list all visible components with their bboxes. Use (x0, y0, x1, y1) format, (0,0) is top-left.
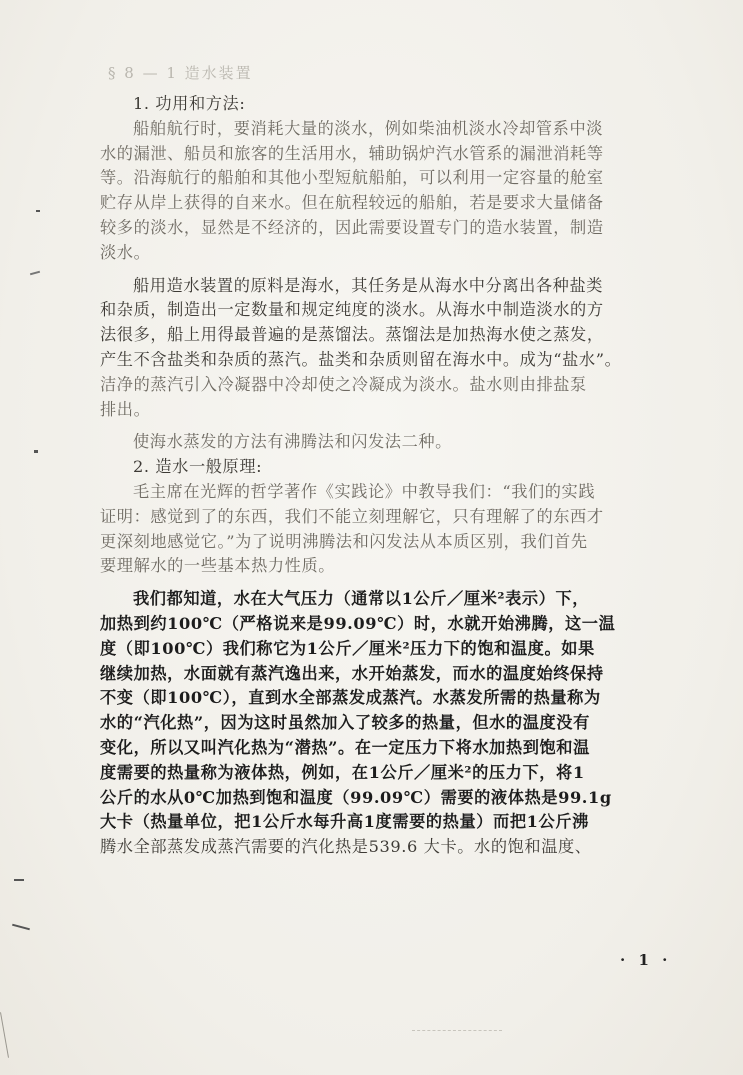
paragraph-line: 和杂质，制造出一定数量和规定纯度的淡水。从海水中制造淡水的方 (100, 300, 604, 320)
margin-tick-mark (14, 879, 24, 881)
margin-tick-mark (34, 450, 38, 453)
margin-tick-mark (36, 210, 40, 212)
paragraph-line: 度需要的热量称为液体热，例如，在1公斤／厘米²的压力下，将1 (100, 762, 585, 782)
scan-edge-line (0, 1012, 9, 1057)
paragraph-line: 淡水。 (100, 242, 151, 262)
paragraph-line: 变化，所以又叫汽化热为“潜热”。在一定压力下将水加热到饱和温 (100, 737, 590, 757)
paragraph-line: 产生不含盐类和杂质的蒸汽。盐类和杂质则留在海水中。成为“盐水”。 (100, 349, 622, 369)
paragraph-line: 证明：感觉到了的东西，我们不能立刻理解它，只有理解了的东西才 (100, 506, 604, 526)
margin-tick-mark (30, 271, 40, 276)
paragraph-line: 大卡（热量单位，把1公斤水每升高1度需要的热量）而把1公斤沸 (100, 812, 589, 832)
section-header-mark: § 8 — 1 造水装置 (108, 64, 253, 82)
paragraph-line: 加热到约100℃（严格说来是99.09℃）时，水就开始沸腾，这一温 (100, 613, 616, 633)
paragraph-line: 公斤的水从0℃加热到饱和温度（99.09℃）需要的液体热是99.1g (100, 787, 612, 807)
paragraph-line: 等。沿海航行的船舶和其他小型短航船舶，可以利用一定容量的舱室 (100, 168, 604, 188)
paragraph-line: 法很多，船上用得最普遍的是蒸馏法。蒸馏法是加热海水使之蒸发， (100, 325, 604, 345)
section-2-heading: 2. 造水一般原理: (133, 457, 263, 477)
page-number: · 1 · (620, 951, 672, 969)
paragraph-line: 我们都知道，水在大气压力（通常以1公斤／厘米²表示）下， (133, 589, 590, 609)
document-body (100, 92, 700, 860)
paragraph-line: 船用造水装置的原料是海水，其任务是从海水中分离出各种盐类 (133, 275, 604, 295)
paragraph-line: 继续加热，水面就有蒸汽逸出来，水开始蒸发，而水的温度始终保持 (100, 663, 604, 683)
paragraph-line: 船舶航行时，要消耗大量的淡水，例如柴油机淡水冷却管系中淡 (133, 118, 604, 138)
section-1-heading: 1. 功用和方法: (133, 94, 246, 113)
paragraph-line: 度（即100℃）我们称它为1公斤／厘米²压力下的饱和温度。如果 (100, 638, 595, 658)
margin-tick-mark (12, 924, 30, 931)
paragraph-line: 贮存从岸上获得的自来水。但在航程较远的船舶，若是要求大量储备 (100, 193, 604, 213)
paragraph-line: 要理解水的一些基本热力性质。 (100, 556, 336, 576)
paragraph-line: 不变（即100℃），直到水全部蒸发成蒸汽。水蒸发所需的热量称为 (100, 688, 601, 708)
paragraph-line: 水的“汽化热”，因为这时虽然加入了较多的热量，但水的温度没有 (100, 713, 590, 733)
paragraph-line: 排出。 (100, 399, 151, 419)
paragraph-line: 毛主席在光辉的哲学著作《实践论》中教导我们：“我们的实践 (133, 481, 596, 501)
paragraph-line: 腾水全部蒸发成蒸汽需要的汽化热是539.6 大卡。水的饱和温度、 (100, 837, 592, 857)
paragraph-line: 更深刻地感觉它。”为了说明沸腾法和闪发法从本质区别，我们首先 (100, 531, 588, 551)
paragraph-line: 较多的淡水，显然是不经济的，因此需要设置专门的造水装置，制造 (100, 217, 604, 237)
paragraph-line: 水的漏泄、船员和旅客的生活用水，辅助锅炉汽水管系的漏泄消耗等 (100, 143, 604, 163)
paragraph-line: 使海水蒸发的方法有沸腾法和闪发法二种。 (133, 432, 452, 452)
footer-rule (412, 1030, 502, 1031)
paragraph-line: 洁净的蒸汽引入冷凝器中冷却使之冷凝成为淡水。盐水则由排盐泵 (100, 374, 587, 394)
